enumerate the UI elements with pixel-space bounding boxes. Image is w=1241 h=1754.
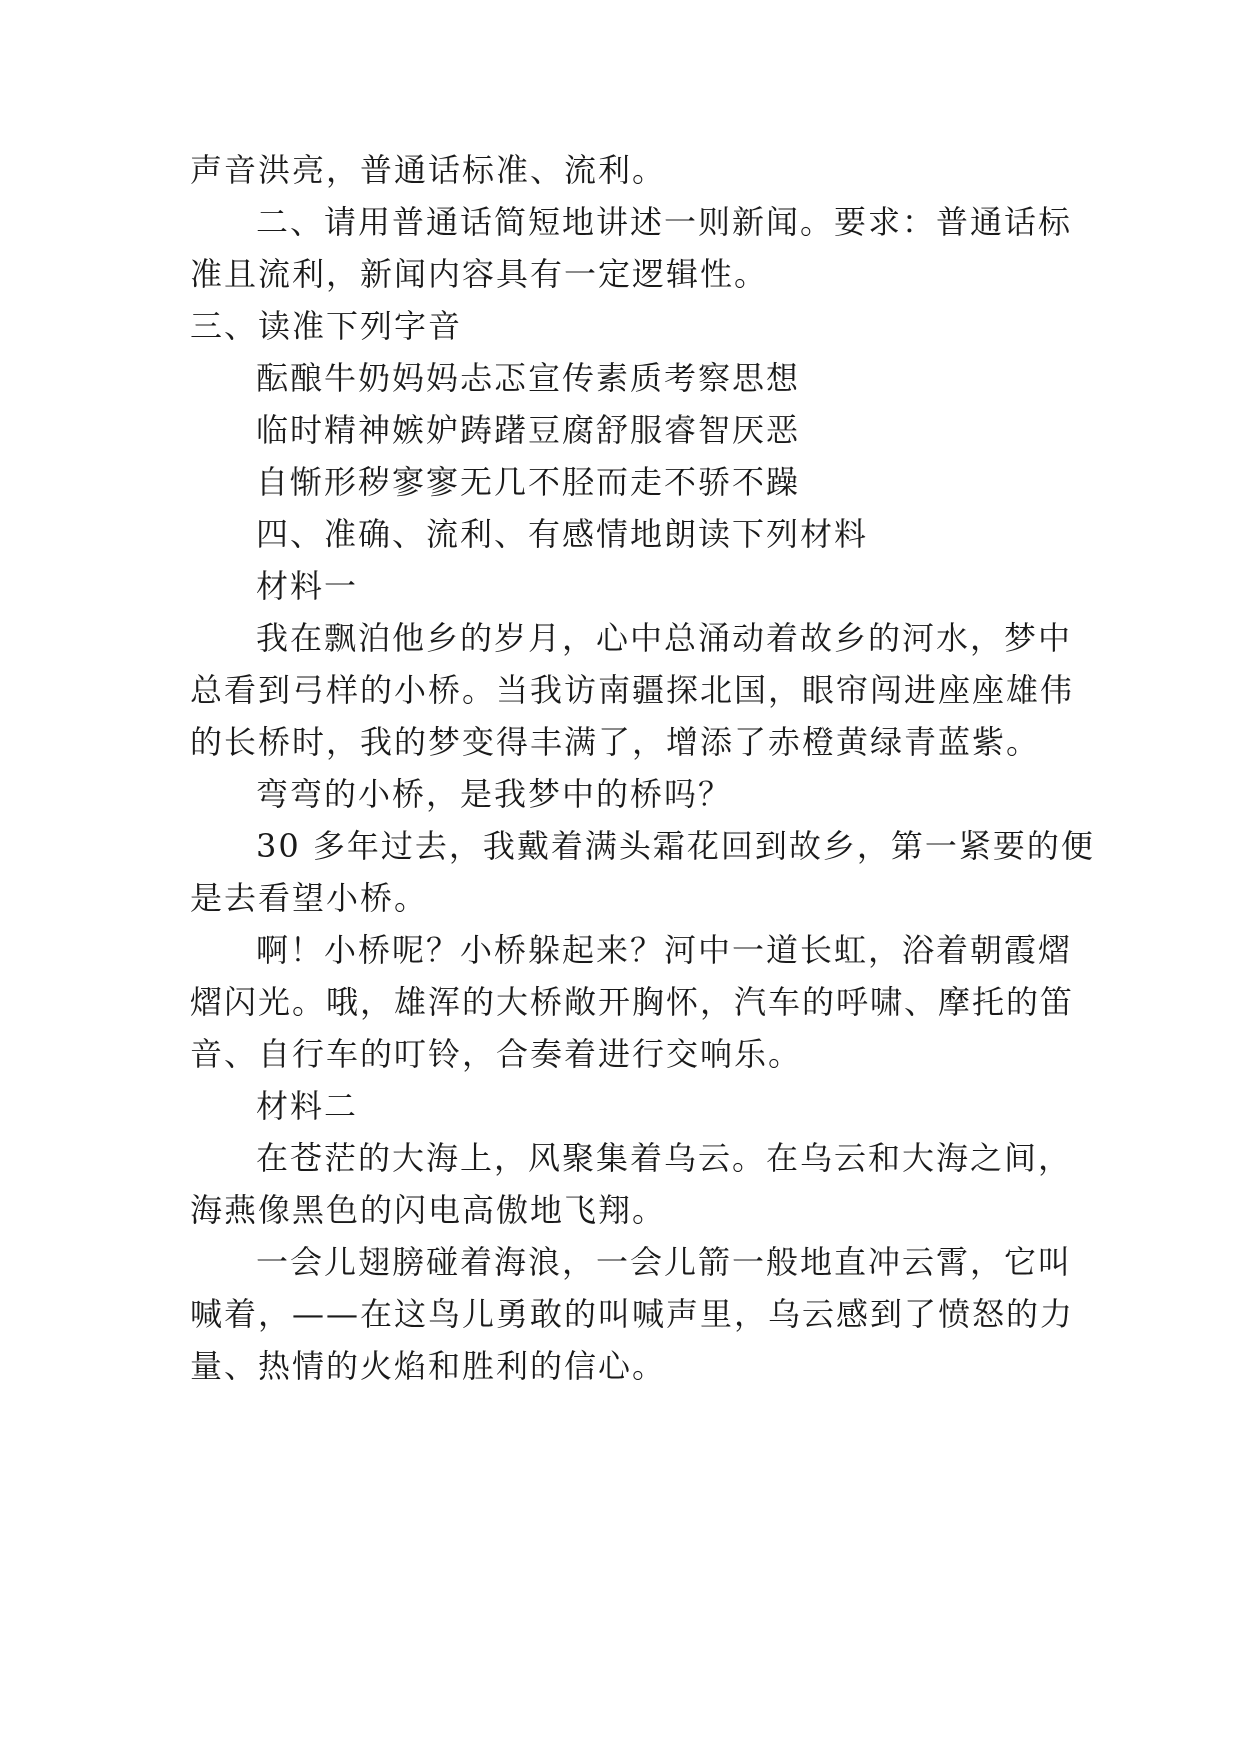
- text-line: 喊着，——在这鸟儿勇敢的叫喊声里，乌云感到了愤怒的力: [190, 1295, 1075, 1333]
- text-line: 量、热情的火焰和胜利的信心。: [190, 1347, 667, 1385]
- text-line: 的长桥时，我的梦变得丰满了，增添了赤橙黄绿青蓝紫。: [190, 723, 1041, 761]
- section-heading: 四、准确、流利、有感情地朗读下列材料: [256, 515, 869, 553]
- text-line: 海燕像黑色的闪电高傲地飞翔。: [190, 1191, 667, 1229]
- text-line: 弯弯的小桥，是我梦中的桥吗？: [256, 775, 733, 813]
- text-line: 自惭形秽寥寥无几不胫而走不骄不躁: [256, 463, 801, 501]
- text-line: 准且流利，新闻内容具有一定逻辑性。: [190, 255, 769, 293]
- text-line: 是去看望小桥。: [190, 879, 429, 917]
- text-line: 声音洪亮，普通话标准、流利。: [190, 151, 667, 189]
- text-line: 临时精神嫉妒踌躇豆腐舒服睿智厌恶: [256, 411, 801, 449]
- section-heading: 三、读准下列字音: [190, 307, 463, 345]
- text-line: 在苍茫的大海上，风聚集着乌云。在乌云和大海之间，: [256, 1139, 1073, 1177]
- text-line: 一会儿翅膀碰着海浪，一会儿箭一般地直冲云霄，它叫: [256, 1243, 1073, 1281]
- material-heading: 材料二: [256, 1087, 359, 1125]
- text-line: 熠闪光。哦，雄浑的大桥敞开胸怀，汽车的呼啸、摩托的笛: [190, 983, 1075, 1021]
- text-line: 总看到弓样的小桥。当我访南疆探北国，眼帘闯进座座雄伟: [190, 671, 1075, 709]
- text-line: 二、请用普通话简短地讲述一则新闻。要求：普通话标: [256, 203, 1073, 241]
- text-line: 音、自行车的叮铃，合奏着进行交响乐。: [190, 1035, 803, 1073]
- text-line: 啊！小桥呢？小桥躲起来？河中一道长虹，浴着朝霞熠: [256, 931, 1073, 969]
- text-line: 30 多年过去，我戴着满头霜花回到故乡，第一紧要的便: [256, 827, 1095, 865]
- text-line: 我在飘泊他乡的岁月，心中总涌动着故乡的河水，梦中: [256, 619, 1073, 657]
- material-heading: 材料一: [256, 567, 359, 605]
- text-line: 酝酿牛奶妈妈忐忑宣传素质考察思想: [256, 359, 801, 397]
